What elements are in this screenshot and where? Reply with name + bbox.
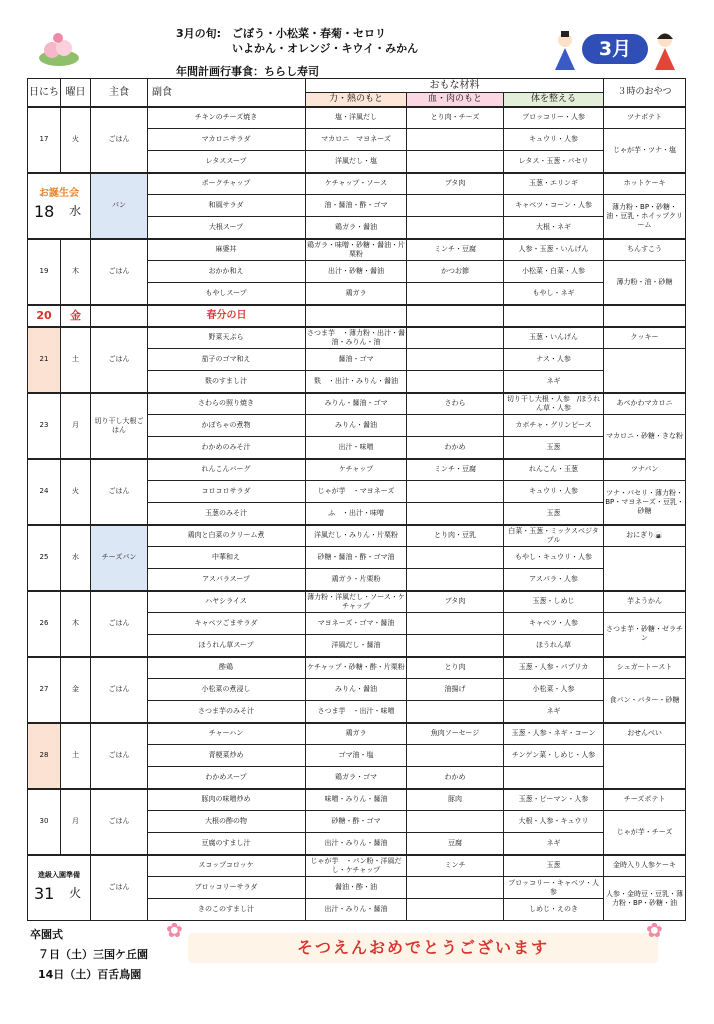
energy-cell: 味噌・みりん・醤油 [306, 789, 407, 811]
ohina-sama-doll-icon [652, 30, 678, 70]
body-cell: もやし・キュウリ・人参 [504, 547, 604, 569]
body-cell [504, 305, 604, 327]
dish-cell: れんこんバーグ [148, 459, 306, 481]
energy-cell: みりん・醤油・ゴマ [306, 393, 407, 415]
body-cell: 白菜・玉葱・ミックスベジタブル [504, 525, 604, 547]
sakura-mochi-illustration [36, 28, 82, 68]
dow-cell: 火 [69, 886, 82, 901]
energy-cell: 砂糖・醤油・酢・ゴマ油 [306, 547, 407, 569]
staple-cell: 切り干し大根ごはん [91, 393, 148, 459]
dish-cell: さわらの照り焼き [148, 393, 306, 415]
blood-cell [407, 349, 504, 371]
energy-cell: 醤油・酢・油 [306, 877, 407, 899]
body-cell: 大根・人参・キュウリ [504, 811, 604, 833]
body-cell: キュウリ・人参 [504, 129, 604, 151]
dish-cell: 茄子のゴマ和え [148, 349, 306, 371]
blood-cell [407, 195, 504, 217]
day-cell: 30 [28, 789, 61, 855]
energy-cell: 出汁・砂糖・醤油 [306, 261, 407, 283]
blood-cell [407, 635, 504, 657]
snack-ingredients-cell: 薄力粉・油・砂糖 [604, 261, 686, 305]
dish-cell: 麩のすまし汁 [148, 371, 306, 393]
energy-cell: ふ ・出汁・味噌 [306, 503, 407, 525]
staple-cell: ごはん [91, 723, 148, 789]
day-cell: 24 [28, 459, 61, 525]
energy-cell: マカロニ マヨネーズ [306, 129, 407, 151]
month-badge: 3月 [582, 34, 648, 64]
dow-cell: 金 [61, 657, 91, 723]
dish-cell: さつま芋のみそ汁 [148, 701, 306, 723]
snack-ingredients-cell: ツナ・パセリ・薄力粉・BP・マヨネーズ・豆乳・砂糖 [604, 481, 686, 525]
blood-cell [407, 899, 504, 921]
energy-cell: ケチャップ・ソース [306, 173, 407, 195]
body-cell: カボチャ・グリンピース [504, 415, 604, 437]
day-cell: 25 [28, 525, 61, 591]
graduation-info [30, 925, 148, 985]
blood-cell [407, 503, 504, 525]
body-cell: ネギ [504, 833, 604, 855]
energy-cell: ケチャップ・砂糖・酢・片栗粉 [306, 657, 407, 679]
dish-cell: レタススープ [148, 151, 306, 173]
staple-cell: ごはん [91, 239, 148, 305]
header [0, 0, 714, 80]
blood-cell [407, 745, 504, 767]
menu-row [28, 107, 686, 129]
menu-row [28, 459, 686, 481]
body-cell: キャベツ・人参 [504, 613, 604, 635]
body-cell: ブロッコリー・人参 [504, 107, 604, 129]
blood-cell: ブタ肉 [407, 173, 504, 195]
holiday-label: 春分の日 [148, 305, 306, 327]
snack-ingredients-cell: 薄力粉・BP・砂糖・油・豆乳・ホイップクリーム [604, 195, 686, 239]
energy-cell: ゴマ油・塩 [306, 745, 407, 767]
body-cell: 人参・玉葱・いんげん [504, 239, 604, 261]
season-line2: いよかん・オレンジ・キウイ・みかん [232, 42, 419, 55]
dish-cell: ポークチャップ [148, 173, 306, 195]
day-number: 31 [33, 884, 55, 904]
blood-cell [407, 877, 504, 899]
day-cell: 21 [28, 327, 61, 393]
dow-cell: 月 [61, 393, 91, 459]
blood-cell [407, 701, 504, 723]
snack-ingredients-cell: 人参・金時豆・豆乳・薄力粉・BP・砂糖・油 [604, 877, 686, 921]
staple-cell: ごはん [91, 789, 148, 855]
energy-cell: 砂糖・酢・ゴマ [306, 811, 407, 833]
dow-cell: 木 [61, 591, 91, 657]
blood-cell: ミンチ・豆腐 [407, 459, 504, 481]
day-cell [28, 173, 91, 239]
dish-cell: 青梗菜炒め [148, 745, 306, 767]
snack-cell: あべかわマカロニ [604, 393, 686, 415]
dow-cell: 土 [61, 723, 91, 789]
dish-cell: スコップコロッケ [148, 855, 306, 877]
day-cell: 26 [28, 591, 61, 657]
annual-event: 年間計画行事食：ちらし寿司 [176, 65, 319, 78]
energy-cell: 洋風だし・みりん・片栗粉 [306, 525, 407, 547]
menu-row [28, 789, 686, 811]
blood-cell: ブタ肉 [407, 591, 504, 613]
staple-cell: ごはん [91, 855, 148, 921]
col-main-ingredients: おもな材料 [306, 79, 604, 93]
energy-cell [306, 305, 407, 327]
staple-cell: ごはん [91, 459, 148, 525]
blood-cell [407, 327, 504, 349]
snack-ingredients-cell [604, 349, 686, 393]
graduation-line1: ７日（土）三国ケ丘園 [38, 948, 148, 961]
day-cell: 28 [28, 723, 61, 789]
body-cell: アスパラ・人参 [504, 569, 604, 591]
snack-cell: おにぎり🍙 [604, 525, 686, 547]
menu-row [28, 855, 686, 877]
dish-cell: 大根スープ [148, 217, 306, 239]
col-dow: 曜日 [61, 79, 91, 107]
day-cell: 17 [28, 107, 61, 173]
body-cell: チンゲン菜・しめじ・人参 [504, 745, 604, 767]
dow-cell: 月 [61, 789, 91, 855]
energy-cell: 洋風だし・塩 [306, 151, 407, 173]
blood-cell: ミンチ [407, 855, 504, 877]
dish-cell: アスパラスープ [148, 569, 306, 591]
blood-cell: ミンチ・豆腐 [407, 239, 504, 261]
dow-cell: 火 [61, 459, 91, 525]
body-cell: 小松菜・白菜・人参 [504, 261, 604, 283]
energy-cell: 出汁・みりん・醤油 [306, 899, 407, 921]
energy-cell: さつま芋 ・薄力粉・出汁・醤油・みりん・油 [306, 327, 407, 349]
menu-row [28, 525, 686, 547]
body-cell: 玉葱 [504, 437, 604, 459]
body-cell: レタス・玉葱・パセリ [504, 151, 604, 173]
body-cell: 大根・ネギ [504, 217, 604, 239]
blood-cell: とり肉 [407, 657, 504, 679]
dish-cell: ほうれん草スープ [148, 635, 306, 657]
day-cell: 23 [28, 393, 61, 459]
blood-cell [407, 129, 504, 151]
energy-cell: 鶏ガラ [306, 723, 407, 745]
blood-cell: かつお節 [407, 261, 504, 283]
col-day: 日にち [28, 79, 61, 107]
energy-cell: 麩 ・出汁・みりん・醤油 [306, 371, 407, 393]
staple-cell: ごはん [91, 327, 148, 393]
dish-cell: 豆腐のすまし汁 [148, 833, 306, 855]
dish-cell: マカロニサラダ [148, 129, 306, 151]
energy-cell: 鶏ガラ・醤油 [306, 217, 407, 239]
blood-cell [407, 481, 504, 503]
dish-cell: おかか和え [148, 261, 306, 283]
snack-ingredients-cell: 食パン・バター・砂糖 [604, 679, 686, 723]
body-cell: しめじ・えのき [504, 899, 604, 921]
dow-cell: 水 [61, 525, 91, 591]
dish-cell: 中華和え [148, 547, 306, 569]
seasonal-foods [176, 26, 418, 56]
snack-cell: クッキー [604, 327, 686, 349]
day-note: 進級入園準備 [38, 870, 80, 879]
blood-cell [407, 415, 504, 437]
col-energy: 力・熱のもと [306, 93, 407, 107]
graduation-title: 卒園式 [30, 928, 63, 941]
dish-cell: もやしスープ [148, 283, 306, 305]
menu-row [28, 657, 686, 679]
energy-cell: さつま芋 ・出汁・味噌 [306, 701, 407, 723]
season-label: 3月の旬: [176, 27, 222, 40]
col-body: 体を整える [504, 93, 604, 107]
snack-cell: ツナポテト [604, 107, 686, 129]
snack-cell: 金時入り人参ケーキ [604, 855, 686, 877]
energy-cell: みりん・醤油 [306, 415, 407, 437]
snack-cell: ツナパン [604, 459, 686, 481]
snack-ingredients-cell: さつま芋・砂糖・ゼラチン [604, 613, 686, 657]
dish-cell: 鶏肉と白菜のクリーム煮 [148, 525, 306, 547]
menu-row [28, 393, 686, 415]
energy-cell: 出汁・味噌 [306, 437, 407, 459]
body-cell: もやし・ネギ [504, 283, 604, 305]
dow-cell: 木 [61, 239, 91, 305]
staple-cell: ごはん [91, 657, 148, 723]
dish-cell: 玉葱のみそ汁 [148, 503, 306, 525]
odairi-sama-doll-icon [552, 30, 578, 70]
dish-cell: わかめスープ [148, 767, 306, 789]
energy-cell: マヨネーズ・ゴマ・醤油 [306, 613, 407, 635]
blood-cell: 油揚げ [407, 679, 504, 701]
snack-ingredients-cell: じゃが芋・ツナ・塩 [604, 129, 686, 173]
body-cell: ほうれん草 [504, 635, 604, 657]
blood-cell: 豆腐 [407, 833, 504, 855]
snack-cell: 芋ようかん [604, 591, 686, 613]
day-cell: 20 [28, 305, 61, 327]
body-cell: 玉葱・エリンギ [504, 173, 604, 195]
blood-cell [407, 283, 504, 305]
snack-ingredients-cell [604, 745, 686, 789]
dish-cell: キャベツごまサラダ [148, 613, 306, 635]
energy-cell: 塩・洋風だし [306, 107, 407, 129]
body-cell: 玉葱・しめじ [504, 591, 604, 613]
energy-cell: 鶏ガラ・ゴマ [306, 767, 407, 789]
blood-cell [407, 569, 504, 591]
staple-cell: ごはん [91, 591, 148, 657]
day-note: お誕生会 [39, 187, 79, 199]
month-banner [552, 28, 682, 72]
dow-cell: 火 [61, 107, 91, 173]
menu-row [28, 723, 686, 745]
blood-cell [407, 305, 504, 327]
energy-cell: 出汁・みりん・醤油 [306, 833, 407, 855]
dish-cell: 豚肉の味噌炒め [148, 789, 306, 811]
energy-cell: 醤油・ゴマ [306, 349, 407, 371]
dish-cell: わかめのみそ汁 [148, 437, 306, 459]
energy-cell: 油・醤油・酢・ゴマ [306, 195, 407, 217]
blood-cell: とり肉・豆乳 [407, 525, 504, 547]
blood-cell [407, 613, 504, 635]
energy-cell: ケチャップ [306, 459, 407, 481]
energy-cell: 薄力粉・洋風だし・ソース・ケチャップ [306, 591, 407, 613]
flower-icon: ✿ [646, 918, 663, 942]
blood-cell: 魚肉ソーセージ [407, 723, 504, 745]
blood-cell [407, 217, 504, 239]
menu-row [28, 591, 686, 613]
blood-cell: とり肉・チーズ [407, 107, 504, 129]
staple-cell: ごはん [91, 107, 148, 173]
flower-icon: ✿ [166, 918, 183, 942]
dish-cell: コロコロサラダ [148, 481, 306, 503]
body-cell [504, 767, 604, 789]
day-cell: 27 [28, 657, 61, 723]
body-cell: ナス・人参 [504, 349, 604, 371]
body-cell: ネギ [504, 371, 604, 393]
body-cell: 玉葱 [504, 855, 604, 877]
season-line1: ごぼう・小松菜・春菊・セロリ [232, 27, 386, 40]
blood-cell: わかめ [407, 767, 504, 789]
menu-row [28, 239, 686, 261]
energy-cell: 洋風だし・醤油 [306, 635, 407, 657]
blood-cell: わかめ [407, 437, 504, 459]
holiday-row [28, 305, 686, 327]
snack-ingredients-cell: じゃが芋・チーズ [604, 811, 686, 855]
snack-cell: ちんすこう [604, 239, 686, 261]
snack-cell: ホットケーキ [604, 173, 686, 195]
col-snack: ３時のおやつ [604, 79, 686, 107]
day-cell: 19 [28, 239, 61, 305]
dow-cell: 水 [69, 204, 82, 218]
dish-cell: チキンのチーズ焼き [148, 107, 306, 129]
blood-cell [407, 151, 504, 173]
dish-cell: きのこのすまし汁 [148, 899, 306, 921]
dish-cell: かぼちゃの煮物 [148, 415, 306, 437]
body-cell: ブロッコリー・キャベツ・人参 [504, 877, 604, 899]
energy-cell: じゃが芋 ・マヨネーズ [306, 481, 407, 503]
blood-cell: さわら [407, 393, 504, 415]
staple-cell: パン [91, 173, 148, 239]
energy-cell: 鶏ガラ・片栗粉 [306, 569, 407, 591]
dow-cell: 金 [61, 305, 91, 327]
dish-cell: 小松菜の煮浸し [148, 679, 306, 701]
dow-cell: 土 [61, 327, 91, 393]
energy-cell: じゃが芋 ・パン粉・洋風だし・ケチャップ [306, 855, 407, 877]
dish-cell: 野菜天ぷら [148, 327, 306, 349]
body-cell: ネギ [504, 701, 604, 723]
snack-cell: チーズポテト [604, 789, 686, 811]
body-cell: 切り干し大根・人参 /ほうれん草・人参 [504, 393, 604, 415]
col-staple: 主食 [91, 79, 148, 107]
menu-table [27, 78, 686, 921]
body-cell: 玉葱・人参・ネギ・コーン [504, 723, 604, 745]
col-side: 副食 [148, 79, 306, 107]
staple-cell [91, 305, 148, 327]
body-cell: キュウリ・人参 [504, 481, 604, 503]
body-cell: 小松菜・人参 [504, 679, 604, 701]
body-cell: 玉葱・ピーマン・人参 [504, 789, 604, 811]
energy-cell: みりん・醤油 [306, 679, 407, 701]
snack-ingredients-cell: マカロニ・砂糖・きな粉 [604, 415, 686, 459]
blood-cell [407, 371, 504, 393]
body-cell: 玉葱 [504, 503, 604, 525]
body-cell: れんこん・玉葱 [504, 459, 604, 481]
snack-cell: おせんべい [604, 723, 686, 745]
snack-ingredients-cell [604, 547, 686, 591]
staple-cell: チーズパン [91, 525, 148, 591]
menu-row [28, 327, 686, 349]
dish-cell: 酢鶏 [148, 657, 306, 679]
body-cell: 玉葱・人参・パプリカ [504, 657, 604, 679]
dish-cell: 麻婆丼 [148, 239, 306, 261]
day-number: 18 [33, 202, 55, 221]
blood-cell [407, 811, 504, 833]
dish-cell: 大根の酢の物 [148, 811, 306, 833]
snack-cell [604, 305, 686, 327]
graduation-banner: そつえんおめでとうございます [188, 933, 658, 963]
body-cell: 玉葱・いんげん [504, 327, 604, 349]
energy-cell: 鶏ガラ・味噌・砂糖・醤油・片栗粉 [306, 239, 407, 261]
col-blood: 血・肉のもと [407, 93, 504, 107]
body-cell: キャベツ・コーン・人参 [504, 195, 604, 217]
blood-cell: 豚肉 [407, 789, 504, 811]
day-cell [28, 855, 91, 921]
dish-cell: 和風サラダ [148, 195, 306, 217]
graduation-line2: 14日（土）百舌鳥園 [38, 968, 142, 981]
energy-cell: 鶏ガラ [306, 283, 407, 305]
dish-cell: ブロッコリーサラダ [148, 877, 306, 899]
menu-row [28, 173, 686, 195]
dish-cell: チャーハン [148, 723, 306, 745]
blood-cell [407, 547, 504, 569]
dish-cell: ハヤシライス [148, 591, 306, 613]
snack-cell: シュガートースト [604, 657, 686, 679]
